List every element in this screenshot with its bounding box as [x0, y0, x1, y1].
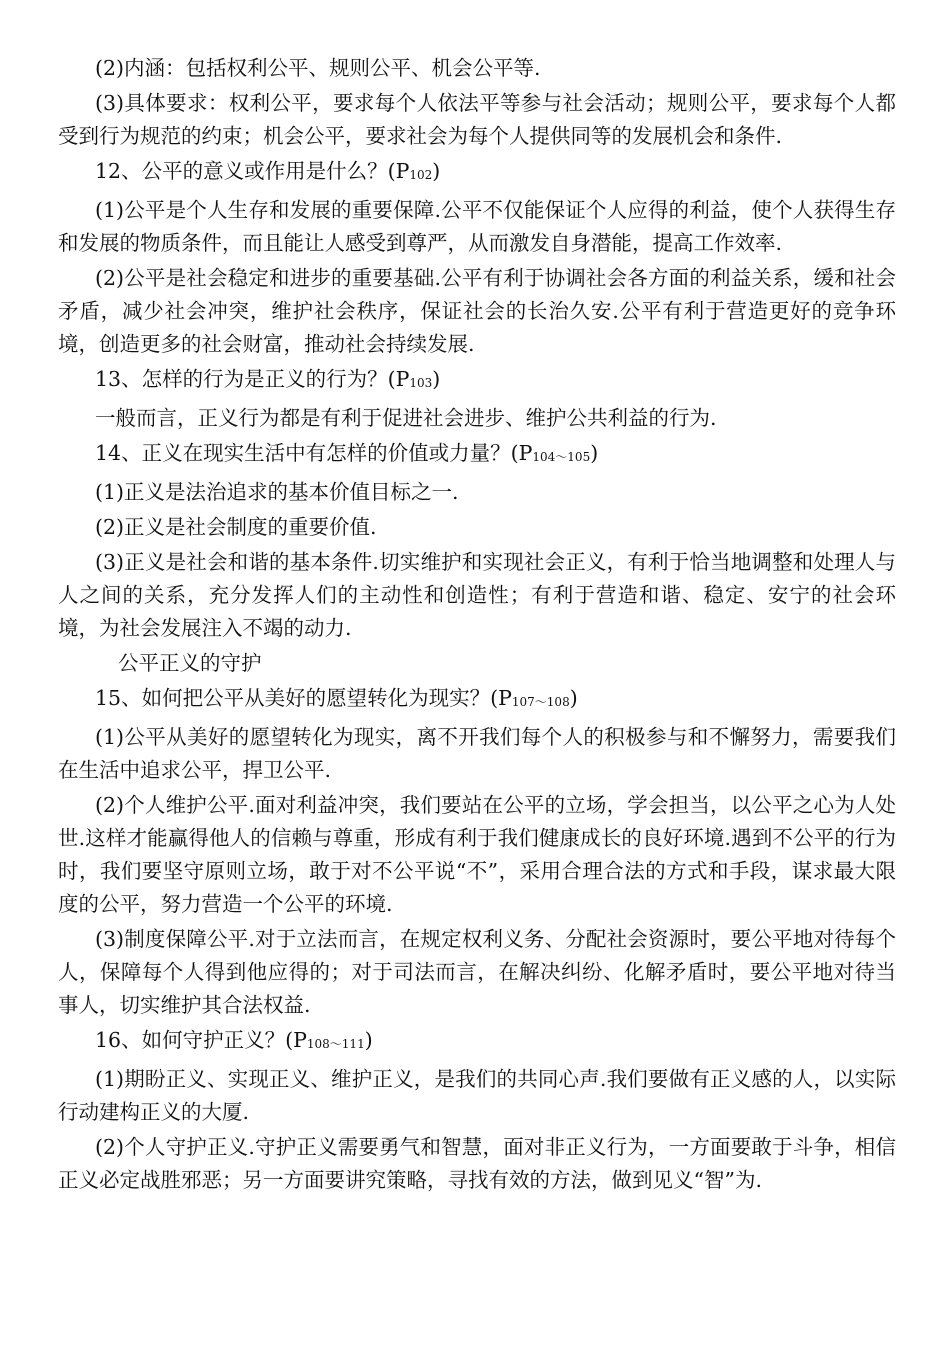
question-15-text: 15、如何把公平从美好的愿望转化为现实？(P	[95, 686, 512, 710]
question-13	[58, 363, 896, 400]
question-13-close: )	[432, 367, 441, 391]
question-16-page: 108～111	[306, 1037, 365, 1051]
question-12-text: 12、公平的意义或作用是什么？(P	[95, 159, 410, 183]
question-14	[58, 437, 896, 474]
question-12-close: )	[432, 159, 441, 183]
question-16	[58, 1024, 896, 1061]
paragraph-justice-system: (2)正义是社会制度的重要价值.	[95, 515, 377, 539]
paragraph-justice-harmony: (3)正义是社会和谐的基本条件.切实维护和实现社会正义，有利于恰当地调整和处理人与人之间的关系，充分发挥人们的主动性和创造性；有利于营造和谐、稳定、安宁的社会环境，为社会发展注入不竭的动力.	[58, 550, 896, 640]
paragraph-justice-behavior: 一般而言，正义行为都是有利于促进社会进步、维护公共利益的行为.	[95, 406, 717, 430]
question-12-page: 102	[409, 168, 433, 182]
paragraph-fairness-reality: (1)公平从美好的愿望转化为现实，离不开我们每个人的积极参与和不懈努力，需要我们在生活中追求公平，捍卫公平.	[58, 725, 896, 782]
question-14-text: 14、正义在现实生活中有怎样的价值或力量？(P	[95, 441, 533, 465]
paragraph-justice-personal: (2)个人守护正义.守护正义需要勇气和智慧，面对非正义行为，一方面要敢于斗争，相信正义必定战胜邪恶；另一方面要讲究策略，寻找有效的方法，做到见义“智”为.	[58, 1135, 896, 1192]
question-13-text: 13、怎样的行为是正义的行为？(P	[95, 367, 410, 391]
paragraph-justice-aspiration: (1)期盼正义、实现正义、维护正义，是我们的共同心声.我们要做有正义感的人，以实际行动建构正义的大厦.	[58, 1067, 896, 1124]
question-14-close: )	[590, 441, 599, 465]
paragraph-fairness-system: (3)制度保障公平.对于立法而言，在规定权利义务、分配社会资源时，要公平地对待每个人，保障每个人得到他应得的；对于司法而言，在解决纠纷、化解矛盾时，要公平地对待当事人，切实维护其合法权益.	[58, 927, 896, 1017]
paragraph-fairness-connotation: (2)内涵：包括权利公平、规则公平、机会公平等.	[95, 56, 541, 80]
question-14-page: 104～105	[532, 450, 591, 464]
question-15-close: )	[569, 686, 578, 710]
paragraph-fairness-personal: (2)个人维护公平.面对利益冲突，我们要站在公平的立场，学会担当，以公平之心为人处世.这样才能赢得他人的信赖与尊重，形成有利于我们健康成长的良好环境.遇到不公平的行为时，我们要坚守原则立场，敢于对不公平说“不”，采用合理合法的方式和手段，谋求最大限度的公平，努力营造一个公平的环境.	[58, 793, 896, 916]
question-12	[58, 155, 896, 192]
paragraph-fairness-individual: (1)公平是个人生存和发展的重要保障.公平不仅能保证个人应得的利益，使个人获得生存和发展的物质条件，而且能让人感受到尊严，从而激发自身潜能，提高工作效率.	[58, 198, 896, 255]
question-13-page: 103	[409, 376, 433, 390]
question-15-page: 107～108	[511, 695, 570, 709]
question-16-text: 16、如何守护正义？(P	[95, 1028, 307, 1052]
question-15	[58, 682, 896, 719]
paragraph-fairness-society: (2)公平是社会稳定和进步的重要基础.公平有利于协调社会各方面的利益关系，缓和社会矛盾，减少社会冲突，维护社会秩序，保证社会的长治久安.公平有利于营造更好的竞争环境，创造更多的社会财富，推动社会持续发展.	[58, 266, 896, 356]
section-heading: 公平正义的守护	[118, 651, 262, 675]
document-page	[58, 52, 896, 1199]
paragraph-justice-law: (1)正义是法治追求的基本价值目标之一.	[95, 480, 459, 504]
question-16-close: )	[364, 1028, 373, 1052]
paragraph-fairness-requirements: (3)具体要求：权利公平，要求每个人依法平等参与社会活动；规则公平，要求每个人都受到行为规范的约束；机会公平，要求社会为每个人提供同等的发展机会和条件.	[58, 91, 896, 148]
